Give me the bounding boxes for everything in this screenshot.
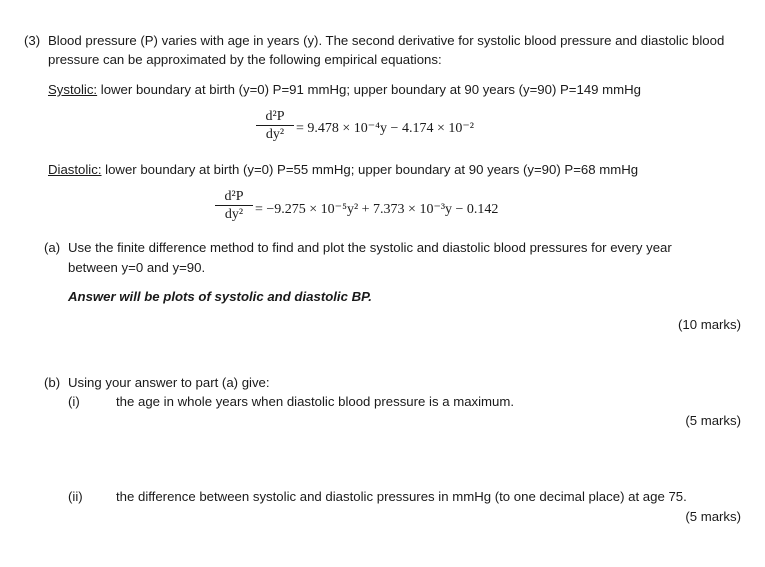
part-b-ii-text: the difference between systolic and diastolic pressures in mmHg (to one decimal place) at age 75. [116,489,687,504]
systolic-eq-rhs: = 9.478 × 10⁻⁴y − 4.174 × 10⁻² [296,121,474,136]
diastolic-label: Diastolic: [48,162,102,177]
part-a-answer: Answer will be plots of systolic and diastolic BP. [68,289,372,304]
systolic-eq-denominator: dy² [265,127,285,142]
part-b-intro: Using your answer to part (a) give: [68,375,270,390]
systolic-text: lower boundary at birth (y=0) P=91 mmHg; upper boundary at 90 years (y=90) P=149 mmHg [97,82,642,97]
part-a-marks: (10 marks) [677,317,741,332]
systolic-derivative-fraction [256,109,294,142]
diastolic-eq-rhs: = −9.275 × 10⁻⁵y² + 7.373 × 10⁻³y − 0.142 [255,202,499,217]
part-b-i-text: the age in whole years when diastolic blood pressure is a maximum. [116,394,515,409]
part-b-label: (b) [44,375,61,390]
part-b-ii-marks: (5 marks) [685,509,741,524]
systolic-label: Systolic: [48,82,98,97]
part-a-line-1: Use the finite difference method to find and plot the systolic and diastolic blood pressures for every year [68,240,672,255]
question-number: (3) [24,33,41,48]
systolic-line [48,82,641,98]
diastolic-eq-denominator: dy² [224,207,244,222]
part-b-i-label: (i) [68,394,80,409]
diastolic-text: lower boundary at birth (y=0) P=55 mmHg; upper boundary at 90 years (y=90) P=68 mmHg [101,162,639,177]
systolic-eq-numerator: d²P [265,109,285,124]
part-a-label: (a) [44,240,61,255]
part-a-line-2: between y=0 and y=90. [68,260,206,275]
diastolic-derivative-fraction [215,189,253,222]
part-b-i-marks: (5 marks) [685,413,741,428]
intro-line-1: Blood pressure (P) varies with age in years (y). The second derivative for systolic blood pressure and diastolic blood [48,33,725,48]
part-b-ii-label: (ii) [68,489,83,504]
diastolic-eq-numerator: d²P [224,189,244,204]
diastolic-line [48,162,638,178]
intro-line-2: pressure can be approximated by the following empirical equations: [48,52,442,67]
